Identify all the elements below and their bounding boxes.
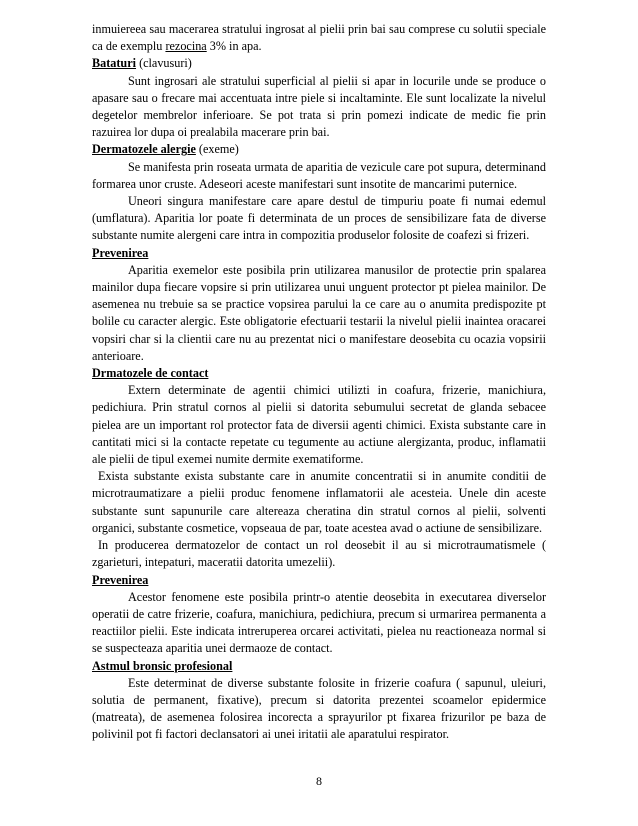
section-prevenirea-1 [92, 245, 546, 365]
astmul-heading: Astmul bronsic profesional [92, 658, 233, 673]
contact-heading: Drmatozele de contact [92, 366, 209, 381]
astmul-paragraph: Este determinat de diverse substante folosite in frizerie coafura ( sapunul, uleiuri, solutia de permanent, fixative), precum si datorita prezentei scoamelor epidermice (matreata), de asemenea folosirea incorecta a sprayurilor pt fixarea frizurilor pe baza de polivinil pot fi factori declansatori ai unei iritatii ale aparatului respirator. [92, 675, 546, 742]
page-number: 8 [316, 774, 322, 788]
alergie-paragraph-1: Se manifesta prin roseata urmata de aparitia de vezicule care pot supura, determinand formarea unor cruste. Adeseori aceste manifestari sunt insotite de mancarimi puternice. [92, 159, 546, 191]
contact-paragraph-2: Exista substante exista substante care in anumite concentratii si in anumite conditii de microtraumatizare a pielii produc fenomene inflamatorii ale acesteia. Unele din aceste substante sunt sapunurile care altereaza cheratina din stratul cornos al pielii, solventi organici, substante cosmetice, vopseaua de par, toate acestea avad o actiune de sensibilizare. [92, 469, 546, 535]
section-bataturi [92, 55, 546, 141]
prevenirea-paragraph-1: Aparitia exemelor este posibila prin utilizarea manusilor de protectie prin spalarea mainilor dupa fiecare vopsire si prin utilizarea unui unguent protector pt pielea mainilor. De asemenea nu trebuie sa se practice vopsirea parului la ce care au o anumita predispozite pt bolile cu caracter alergic. Este obligatorie efectuarii testarii la nivelul pielii inaintea oracarei vopsiri char si la clientii care nu au prezentat nici o manifestare deosebita cu ocazia vopsirii anterioare. [92, 262, 546, 363]
section-dermatozele-alergie [92, 141, 546, 244]
prevenirea-paragraph-2: Acestor fenomene este posibila printr-o atentie deosebita in executarea diverselor operatii de catre frizerie, coafura, manichiura, pedichiura, precum si urmarirea permanenta a reactiilor pielii. Este indicata intreruperea orcarei activitati, pielea nu reactioneaza normal si se suspecteaza aparitia unei dermaoze de contact. [92, 589, 546, 656]
section-dermatozele-contact [92, 365, 546, 571]
prevenirea-heading-1: Prevenirea [92, 245, 149, 260]
intro-paragraph: inmuiereea sau macerarea stratului ingrosat al pielii prin bai sau comprese cu solutii speciale ca de exemplu rezocina 3% in apa. [92, 22, 546, 54]
batatur-paragraph: Sunt ingrosari ale stratului superficial al pielii si apar in locurile unde se produce o apasare sau o frecare mai accentuata intre piele si incaltaminte. Ele sunt localizate la nivelul degetelor membrelor inferioare. Se pot trata si prin pomezi indicate de medic fie prin razuirea lor dupa oi prealabila macerare prin bai. [92, 73, 546, 140]
alergie-heading: Dermatozele alergie [92, 142, 196, 157]
alergie-paragraph-2: Uneori singura manifestare care apare destul de timpuriu poate fi numai edemul (umflatura). Aparitia lor poate fi determinata de un proces de sensibilizare fata de diverse substante numite alergeni care intra in compozitia produselor folosite de coafezi si frizeri. [92, 194, 546, 243]
prevenirea-heading-2: Prevenirea [92, 572, 149, 587]
alergie-subtitle: (exeme) [195, 142, 239, 157]
batatur-heading: Bataturi [92, 56, 137, 71]
rezocina-underlined: rezocina [165, 39, 207, 54]
section-astmul [92, 658, 546, 744]
batatur-subtitle: (clavusuri) [136, 56, 192, 71]
section-prevenirea-2 [92, 572, 546, 658]
contact-paragraph-1: Extern determinate de agentii chimici utilizti in coafura, frizerie, manichiura, pedichiura. Prin stratul cornos al pielii si datorita sebumului secretat de glanda sebacee pielea are un important rol protector fata de diversii agenti chimici. Exista substante care in cantitati mici si la contacte repetate cu tegumente au actiune alergizanta, produc, inflamatii ale pielii de tipul exemei numite dermite exematiforme. [92, 383, 546, 467]
contact-paragraph-3: In producerea dermatozelor de contact un rol deosebit il au si microtraumatismele ( zgarieturi, intepaturi, maceratii datorita umezelii). [92, 538, 546, 570]
